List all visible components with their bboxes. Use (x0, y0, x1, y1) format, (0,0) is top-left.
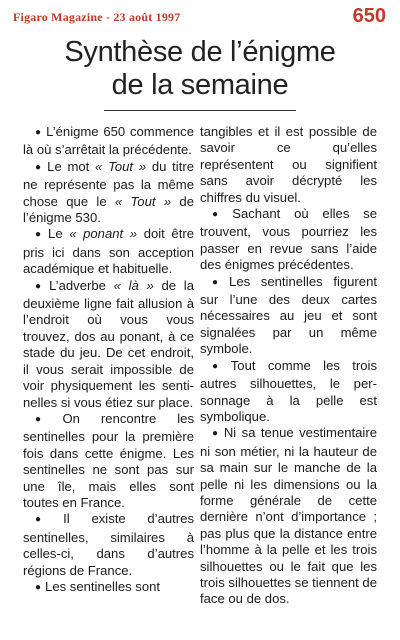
paragraph-text: Les sentinelles figurent sur l’une des deux cartes nécessaires au jeu et sont signalées par un même symbole. (200, 273, 377, 357)
paragraph (23, 278, 194, 411)
bullet-icon: ● (212, 428, 220, 440)
paragraph-text: Les sentinelles sont (45, 578, 161, 594)
paragraph-text: L’énigme 650 commence là où s’arrêtait la précédente. (23, 124, 194, 158)
paragraph (200, 206, 377, 274)
paragraph (200, 124, 377, 206)
bullet-icon: ● (35, 161, 44, 173)
paragraph (23, 124, 194, 159)
right-column (200, 124, 377, 608)
article-title-line-1: Synthèse de l’énigme (64, 36, 336, 68)
bullet-icon: ● (35, 413, 59, 425)
bullet-icon: ● (212, 276, 226, 288)
puzzle-number: 650 (352, 5, 386, 27)
paragraph-text: On rencontre les sentinelles pour la première fois dans cette énigme. Les sentinelles ne sont pas sur une île, mais elles sont toutes en France. (23, 410, 195, 510)
left-column (23, 124, 194, 597)
bullet-icon: ● (35, 514, 60, 526)
paragraph-text: Le mot « Tout » du titre ne représente pas la même chose que le « Tout » de l’énigme 530. (23, 158, 194, 226)
bullet-icon: ● (35, 581, 42, 593)
title-divider (104, 110, 296, 111)
bullet-icon: ● (35, 127, 43, 138)
paragraph (200, 274, 377, 358)
paragraph (23, 226, 194, 277)
paragraph-text: tangibles et il est possible de savoir ce qu’elles représentent ou signifient sans avoir décrypté les chiffres du visuel. (200, 124, 377, 205)
paragraph (23, 159, 194, 227)
paragraph-text: Sachant où elles se trouvent, vous pourriez les passer en revue sans l’aide des énigmes précédentes. (200, 206, 377, 273)
bullet-icon: ● (35, 280, 46, 292)
paragraph (23, 411, 194, 511)
paragraph-text: Il existe d’autres sentinelles, similaires à celles-ci, dans d’autres régions de France. (23, 511, 194, 578)
paragraph (23, 511, 194, 579)
bullet-icon: ● (212, 360, 227, 372)
bullet-icon: ● (212, 209, 229, 221)
paragraph-text: Tout comme les trois autres silhouettes, le personnage à la pelle est symbolique. (200, 357, 377, 424)
paragraph (200, 358, 377, 426)
paragraph-text: Le « ponant » doit être pris ici dans son acception académique et habituelle. (23, 226, 194, 277)
article-title-line-2: de la semaine (111, 69, 289, 101)
paragraph-text: Ni sa tenue vestimentaire ni son métier, ni la hauteur de sa main sur le manche de la pelle ni les dimensions ou la forme générale de cette dernière n’ont d’importance ; pas plus que la distance entre l’homme à la pelle et les trois silhouettes ou le fait que les trois silhouettes se tiennent de face ou de dos. (200, 425, 377, 607)
source-line: Figaro Magazine - 23 août 1997 (13, 10, 181, 24)
bullet-icon: ● (35, 229, 45, 241)
paragraph-text: L’adverbe « là » de la deuxième ligne fait allusion à l’endroit où vous vous trouvez, dos au ponant, à ce stade du jeu. De cet endroit, il vous serait impossible de voir physiquement les sentinelles si vous étiez sur place. (23, 277, 194, 410)
paragraph (23, 579, 194, 597)
paragraph (200, 425, 377, 607)
